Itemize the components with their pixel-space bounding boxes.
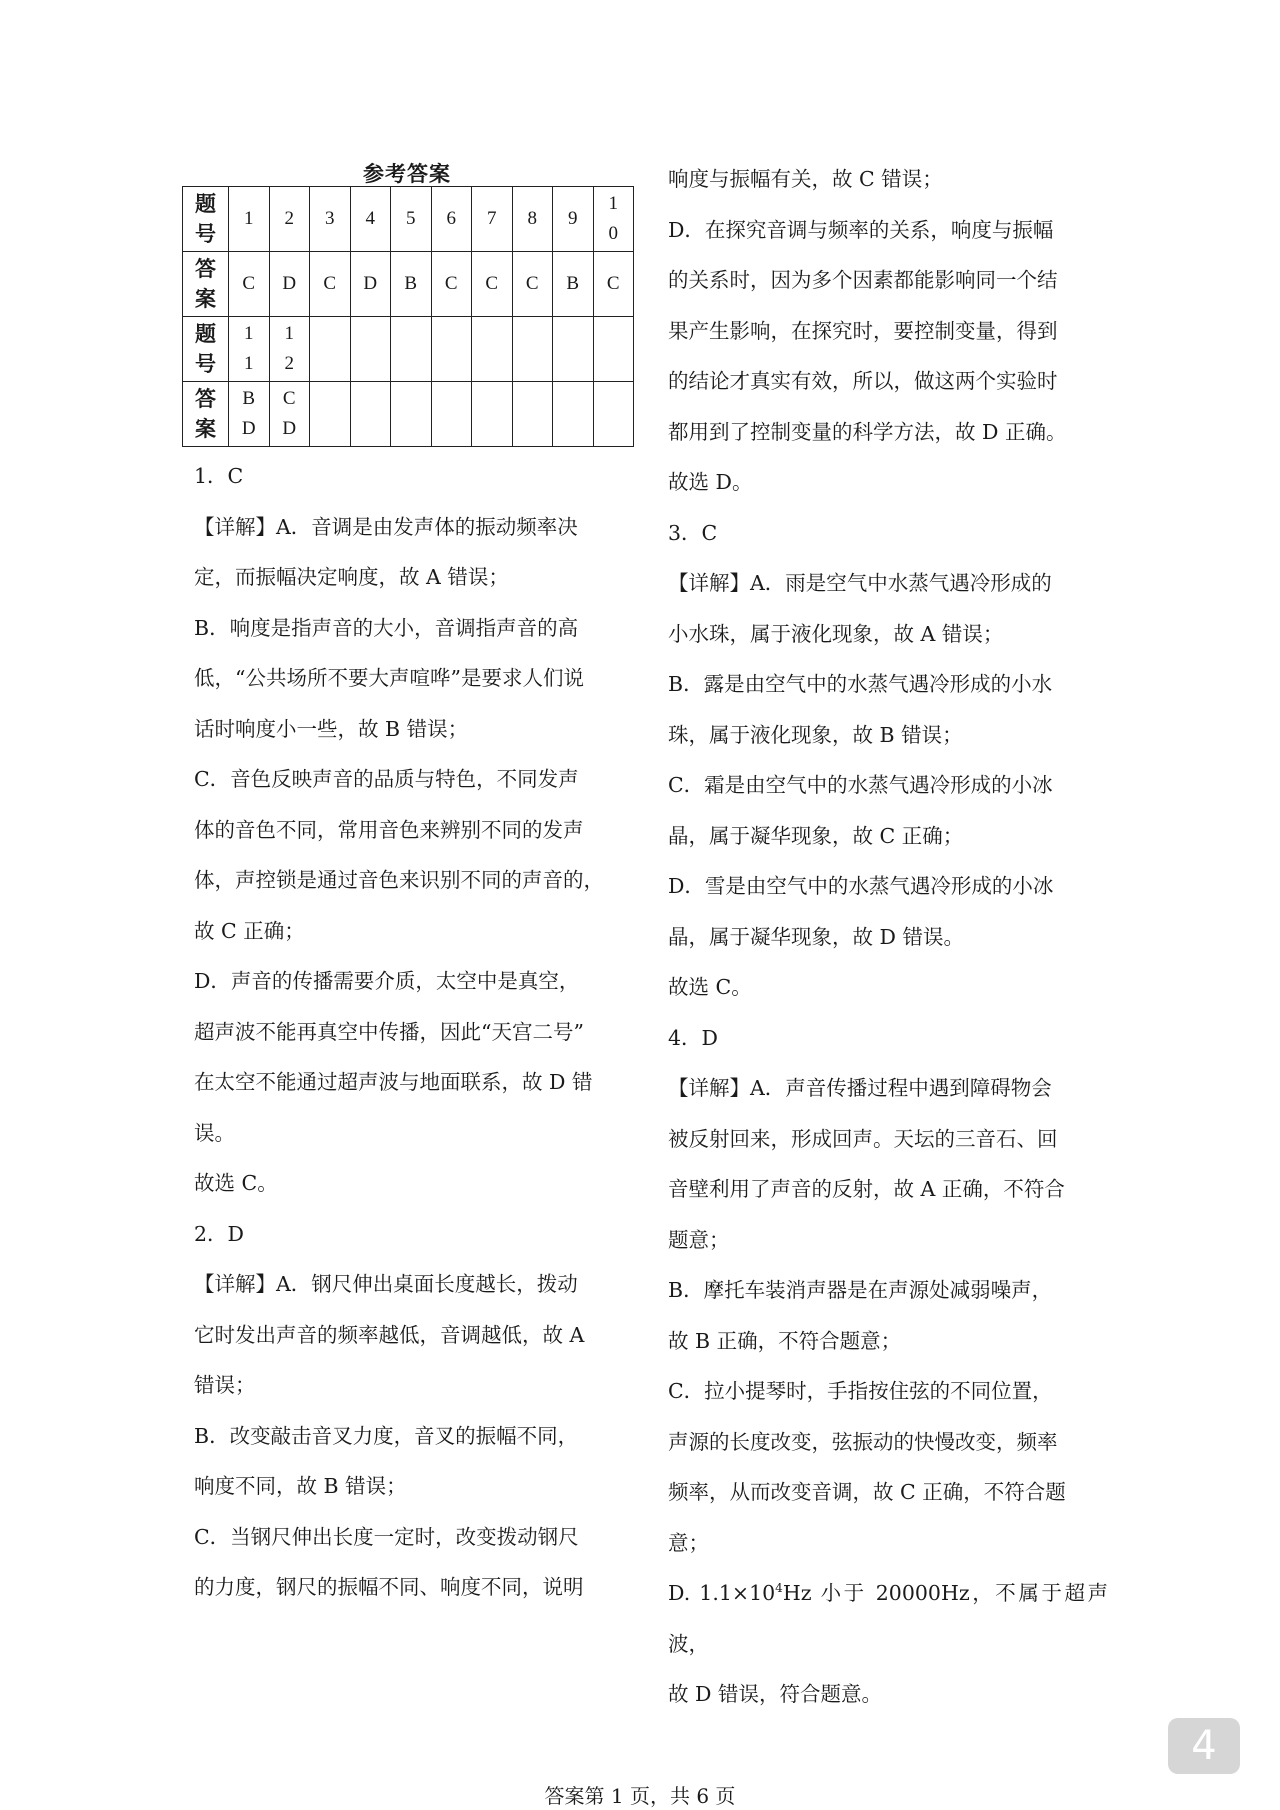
table-cell: [593, 382, 634, 447]
right-column: [668, 154, 1108, 1720]
text-line: B．摩托车装消声器是在声源处减弱噪声，: [668, 1278, 1053, 1302]
text-line: 频率，从而改变音调，故 C 正确，不符合题: [668, 1480, 1066, 1504]
text-line: 3．C: [668, 520, 718, 545]
page-title: 参考答案: [363, 161, 451, 186]
page-number-badge: 4: [1168, 1718, 1240, 1774]
table-cell: 3: [310, 187, 351, 252]
table-cell: [472, 382, 513, 447]
table-cell: [350, 382, 391, 447]
text-line: C．当钢尺伸出长度一定时，改变拨动钢尺: [194, 1524, 579, 1549]
table-cell: C D: [269, 382, 310, 447]
text-line: 错误；: [194, 1373, 256, 1397]
table-cell: 6: [431, 187, 472, 252]
row-label: 答 案: [183, 252, 229, 317]
table-cell: 2: [269, 187, 310, 252]
table-cell: 1 0: [593, 187, 634, 252]
table-cell: [431, 382, 472, 447]
page-footer: 答案第 1 页，共 6 页: [544, 1784, 736, 1808]
table-cell: 1: [229, 187, 270, 252]
text-line: 超声波不能再真空中传播，因此“天宫二号”: [194, 1019, 584, 1044]
table-cell: D: [350, 252, 391, 317]
table-row: [183, 252, 634, 317]
text-line: 误。: [194, 1120, 235, 1145]
table-cell: [553, 317, 594, 382]
text-line: 被反射回来，形成回声。天坛的三音石、回: [668, 1126, 1058, 1151]
text-line: 体的音色不同，常用音色来辨别不同的发声: [194, 817, 584, 842]
text-line: 音壁利用了声音的反射，故 A 正确，不符合: [668, 1177, 1065, 1201]
text-line: 故 D 错误，符合题意。: [668, 1682, 882, 1706]
table-cell: [553, 382, 594, 447]
text-line: C．霜是由空气中的水蒸气遇冷形成的小冰: [668, 773, 1053, 797]
text-line: B．露是由空气中的水蒸气遇冷形成的小水: [668, 672, 1053, 696]
text-line: 晶，属于凝华现象，故 C 正确；: [668, 823, 964, 848]
text-line: 【详解】A．音调是由发声体的振动频率决: [194, 514, 578, 539]
text-line: 体，声控锁是通过音色来识别不同的声音的，: [194, 868, 604, 892]
left-column: [194, 451, 634, 1613]
table-cell: [472, 317, 513, 382]
text-line: 果产生影响，在探究时，要控制变量，得到: [668, 318, 1058, 343]
row-label: 题 号: [183, 187, 229, 252]
table-cell: C: [593, 252, 634, 317]
table-cell: [391, 317, 432, 382]
text-line: 响度不同，故 B 错误；: [194, 1474, 407, 1498]
table-cell: C: [229, 252, 270, 317]
table-cell: 8: [512, 187, 553, 252]
text-line: 故选 C。: [668, 975, 752, 999]
text-line: 故 C 正确；: [194, 918, 305, 943]
text-line: D. $1.1\times 10^4Hz$ 小于 20000Hz，不属于超声波，: [668, 1581, 1108, 1656]
text-line: 【详解】A．雨是空气中水蒸气遇冷形成的: [668, 571, 1052, 595]
table-cell: 1 1: [229, 317, 270, 382]
text-line: B．改变敲击音叉力度，音叉的振幅不同，: [194, 1423, 579, 1448]
answer-table: [182, 186, 634, 447]
text-line: 的结论才真实有效，所以，做这两个实验时: [668, 369, 1058, 393]
text-line: 珠，属于液化现象，故 B 错误；: [668, 722, 963, 747]
table-cell: [350, 317, 391, 382]
text-line: D．声音的传播需要介质，太空中是真空，: [194, 969, 580, 993]
table-row: [183, 317, 634, 382]
text-line: 2．D: [194, 1221, 244, 1246]
text-line: 在太空不能通过超声波与地面联系，故 D 错: [194, 1070, 593, 1094]
text-line: 低，“公共场所不要大声喧哗”是要求人们说: [194, 666, 584, 690]
table-cell: [512, 382, 553, 447]
text-line: 小水珠，属于液化现象，故 A 错误；: [668, 621, 1004, 646]
text-line: C．音色反映声音的品质与特色，不同发声: [194, 767, 579, 791]
text-line: 都用到了控制变量的科学方法，故 D 正确。: [668, 419, 1067, 444]
row-label: 题 号: [183, 317, 229, 382]
table-cell: 4: [350, 187, 391, 252]
text-line: 定，而振幅决定响度，故 A 错误；: [194, 565, 509, 589]
text-line: 声源的长度改变，弦振动的快慢改变，频率: [668, 1429, 1058, 1454]
text-line: 【详解】A．钢尺伸出桌面长度越长，拨动: [194, 1272, 578, 1296]
text-line: 响度与振幅有关，故 C 错误；: [668, 167, 943, 191]
table-cell: [593, 317, 634, 382]
table-cell: [512, 317, 553, 382]
text-line: 故 B 正确，不符合题意；: [668, 1328, 902, 1353]
text-line: B．响度是指声音的大小，音调指声音的高: [194, 615, 579, 640]
table-cell: 5: [391, 187, 432, 252]
table-cell: C: [472, 252, 513, 317]
table-cell: [310, 382, 351, 447]
text-line: 4．D: [668, 1025, 718, 1050]
table-cell: B D: [229, 382, 270, 447]
table-cell: 9: [553, 187, 594, 252]
text-line: D．雪是由空气中的水蒸气遇冷形成的小冰: [668, 874, 1054, 898]
table-cell: C: [310, 252, 351, 317]
table-cell: D: [269, 252, 310, 317]
text-line: 意；: [668, 1530, 709, 1555]
text-line: 话时响度小一些，故 B 错误；: [194, 716, 469, 741]
text-line: D．在探究音调与频率的关系，响度与振幅: [668, 217, 1054, 242]
table-row: [183, 187, 634, 252]
text-line: 【详解】A．声音传播过程中遇到障碍物会: [668, 1076, 1052, 1100]
text-line: 故选 D。: [668, 470, 753, 494]
table-cell: B: [553, 252, 594, 317]
table-cell: [310, 317, 351, 382]
text-line: 的力度，钢尺的振幅不同、响度不同，说明: [194, 1575, 584, 1599]
text-line: 故选 C。: [194, 1171, 278, 1195]
text-line: C．拉小提琴时，手指按住弦的不同位置，: [668, 1379, 1053, 1403]
table-row: [183, 382, 634, 447]
row-label: 答 案: [183, 382, 229, 447]
table-cell: [391, 382, 432, 447]
table-cell: 1 2: [269, 317, 310, 382]
table-cell: [431, 317, 472, 382]
table-cell: 7: [472, 187, 513, 252]
text-line: 它时发出声音的频率越低，音调越低，故 A: [194, 1322, 585, 1347]
text-line: 题意；: [668, 1227, 730, 1252]
text-line: 的关系时，因为多个因素都能影响同一个结: [668, 268, 1058, 292]
table-cell: C: [512, 252, 553, 317]
text-line: 晶，属于凝华现象，故 D 错误。: [668, 924, 964, 949]
table-cell: B: [391, 252, 432, 317]
text-line: 1．C: [194, 464, 244, 488]
table-cell: C: [431, 252, 472, 317]
